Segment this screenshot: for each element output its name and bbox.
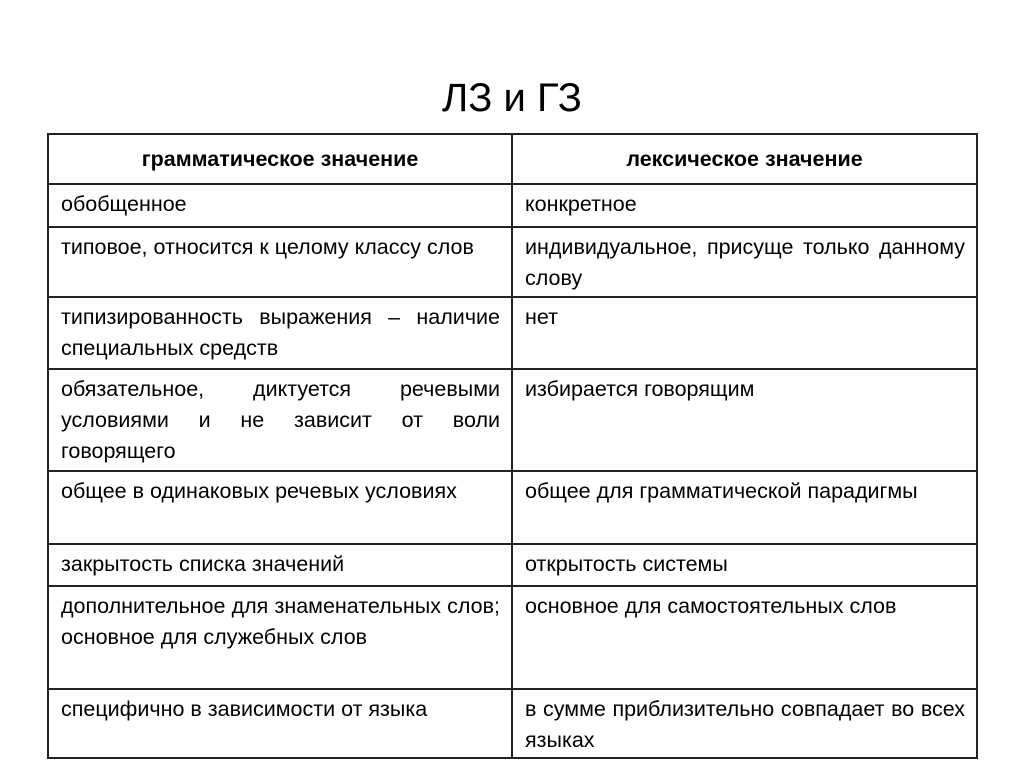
cell-grammatical: общее в одинаковых речевых условиях xyxy=(48,471,512,544)
table-row xyxy=(48,544,977,586)
table-row xyxy=(48,689,977,758)
cell-lexical: открытость системы xyxy=(512,544,977,586)
cell-lexical: нет xyxy=(512,297,977,369)
table-row xyxy=(48,369,977,471)
cell-grammatical: типовое, относится к целому классу слов xyxy=(48,227,512,297)
header-grammatical: грамматическое значение xyxy=(48,134,512,184)
cell-lexical: в сумме приблизительно совпадает во всех языках xyxy=(512,689,977,758)
table-row xyxy=(48,471,977,544)
table-row xyxy=(48,586,977,689)
table-row xyxy=(48,227,977,297)
cell-grammatical: специфично в зависимости от языка xyxy=(48,689,512,758)
cell-grammatical: дополнительное для знаменательных слов; основное для служебных слов xyxy=(48,586,512,689)
cell-lexical: избирается говорящим xyxy=(512,369,977,471)
cell-lexical: общее для грамматической парадигмы xyxy=(512,471,977,544)
cell-grammatical: обязательное, диктуется речевыми условиями и не зависит от воли говорящего xyxy=(48,369,512,471)
cell-grammatical: закрытость списка значений xyxy=(48,544,512,586)
cell-grammatical: типизированность выражения – наличие специальных средств xyxy=(48,297,512,369)
cell-grammatical: обобщенное xyxy=(48,184,512,227)
table-row xyxy=(48,184,977,227)
comparison-table xyxy=(47,133,978,759)
table-header-row xyxy=(48,134,977,184)
cell-lexical: индивидуальное, присуще только данному слову xyxy=(512,227,977,297)
slide-title: ЛЗ и ГЗ xyxy=(442,76,582,120)
cell-lexical: конкретное xyxy=(512,184,977,227)
header-lexical: лексическое значение xyxy=(512,134,977,184)
table-row xyxy=(48,297,977,369)
cell-lexical: основное для самостоятельных слов xyxy=(512,586,977,689)
